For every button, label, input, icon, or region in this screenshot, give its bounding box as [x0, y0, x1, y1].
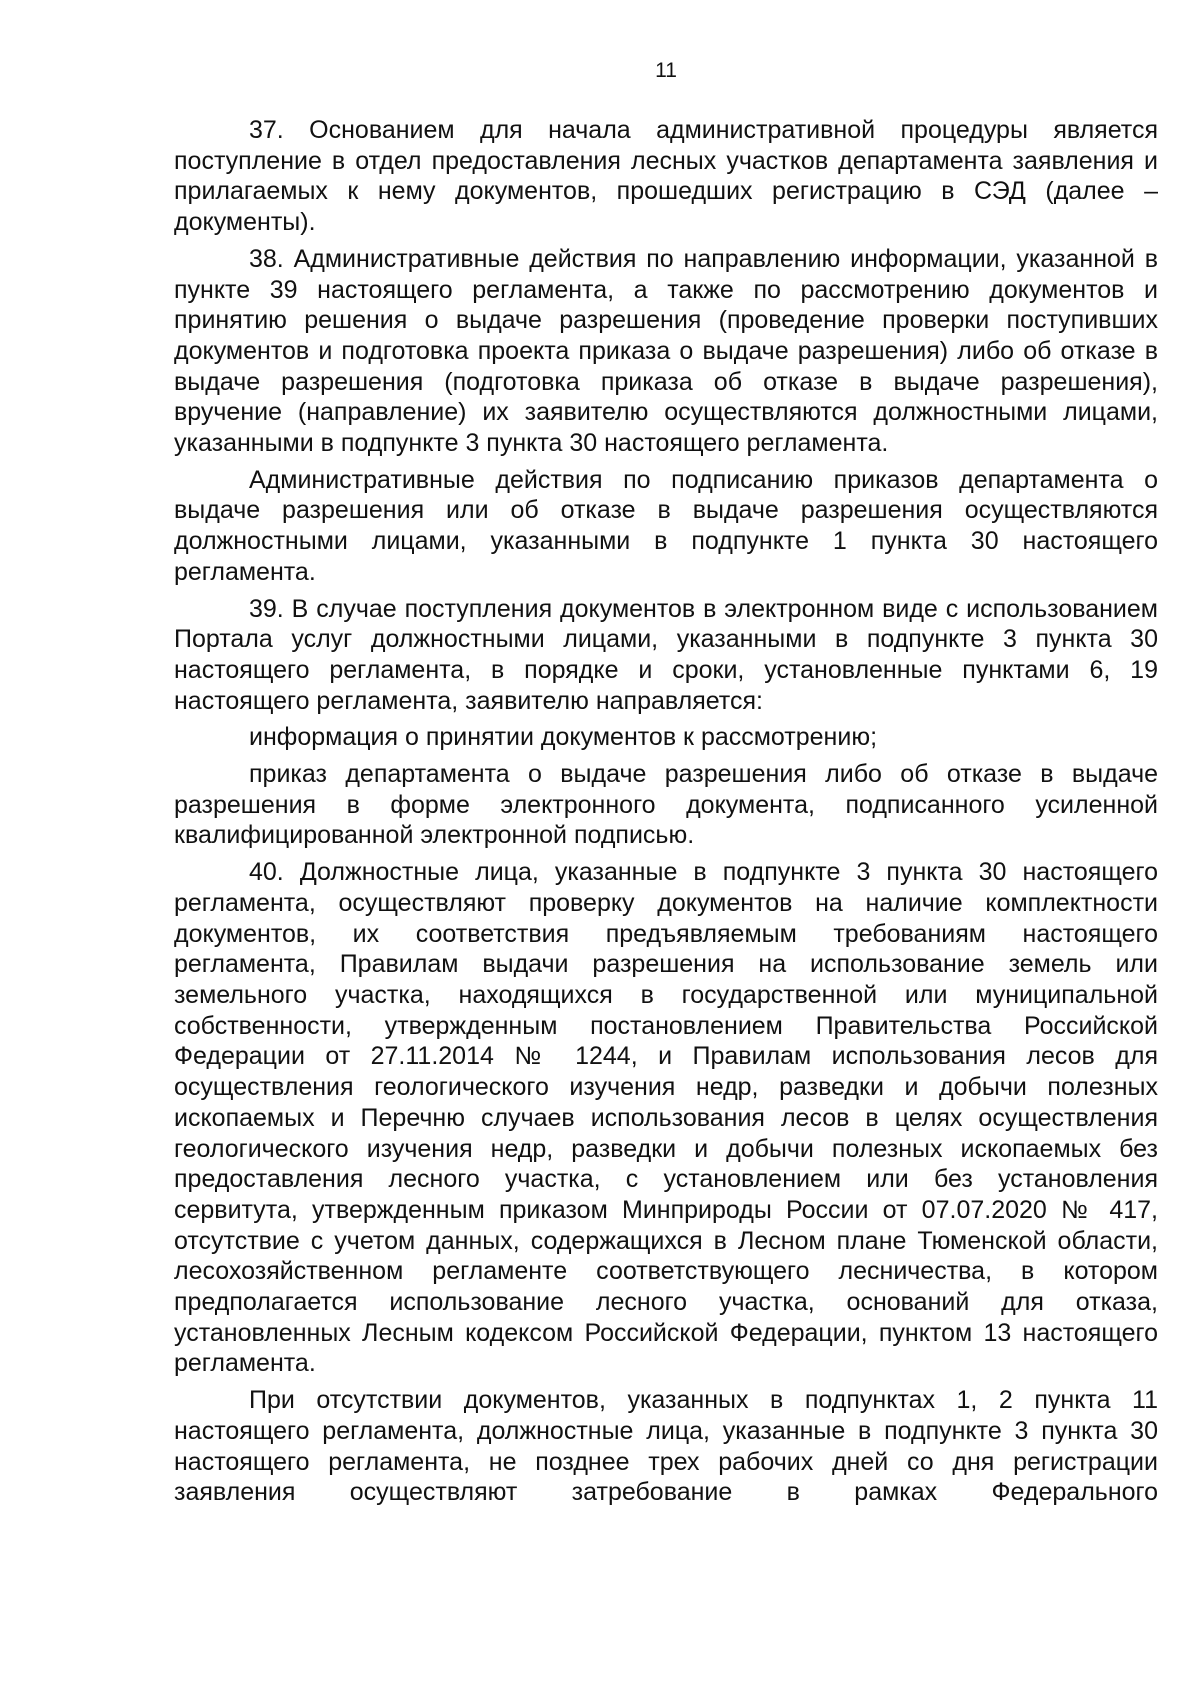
paragraph-39: 39. В случае поступления документов в электронном виде с использованием Портала услуг должностными лицами, указанными в подпункте 3 пункта 30 настоящего регламента, в порядке и сроки, установленные пунктами 6, 19 настоящего регламента, заявителю направляется:	[174, 594, 1158, 715]
paragraph-40-absence: При отсутствии документов, указанных в подпунктах 1, 2 пункта 11 настоящего регламента, должностные лица, указанные в подпункте 3 пункта 30 настоящего регламента, не позднее трех рабочих дней со дня регистрации заявления осуществляют затребование в рамках Федерального	[174, 1386, 1158, 1507]
page-number: 11	[655, 59, 677, 82]
paragraph-38-signing: Административные действия по подписанию приказов департамента о выдаче разрешения или об отказе в выдаче разрешения осуществляются должностными лицами, указанными в подпункте 1 пункта 30 настоящего регламента.	[174, 465, 1158, 586]
paragraph-38: 38. Административные действия по направлению информации, указанной в пункте 39 настоящего регламента, а также по рассмотрению документов и принятию решения о выдаче разрешения (проведение проверки поступивших документов и подготовка проекта приказа о выдаче разрешения) либо об отказе в выдаче разрешения (подготовка приказа об отказе в выдаче разрешения), вручение (направление) их заявителю осуществляются должностными лицами, указанными в подпункте 3 пункта 30 настоящего регламента.	[174, 244, 1158, 458]
paragraph-39-item-order: приказ департамента о выдаче разрешения либо об отказе в выдаче разрешения в форме электронного документа, подписанного усиленной квалифицированной электронной подписью.	[174, 760, 1158, 850]
paragraph-40: 40. Должностные лица, указанные в подпункте 3 пункта 30 настоящего регламента, осуществляют проверку документов на наличие комплектности документов, их соответствия предъявляемым требованиям настоящего регламента, Правилам выдачи разрешения на использование земель или земельного участка, находящихся в государственной или муниципальной собственности, утвержденным постановлением Правительства Российской Федерации от 27.11.2014 № 1244, и Правилам использования лесов для осуществления геологического изучения недр, разведки и добычи полезных ископаемых и Перечню случаев использования лесов в целях осуществления геологического изучения недр, разведки и добычи полезных ископаемых без предоставления лесного участка, с установлением или без установления сервитута, утвержденным приказом Минприроды России от 07.07.2020 № 417, отсутствие с учетом данных, содержащихся в Лесном плане Тюменской области, лесохозяйственном регламенте соответствующего лесничества, в котором предполагается использование лесного участка, оснований для отказа, установленных Лесным кодексом Российской Федерации, пунктом 13 настоящего регламента.	[174, 858, 1158, 1378]
paragraph-37: 37. Основанием для начала административной процедуры является поступление в отдел предоставления лесных участков департамента заявления и прилагаемых к нему документов, прошедших регистрацию в СЭД (далее – документы).	[174, 116, 1158, 237]
paragraph-39-item-info: информация о принятии документов к рассмотрению;	[249, 723, 878, 752]
document-body	[174, 115, 1158, 1514]
